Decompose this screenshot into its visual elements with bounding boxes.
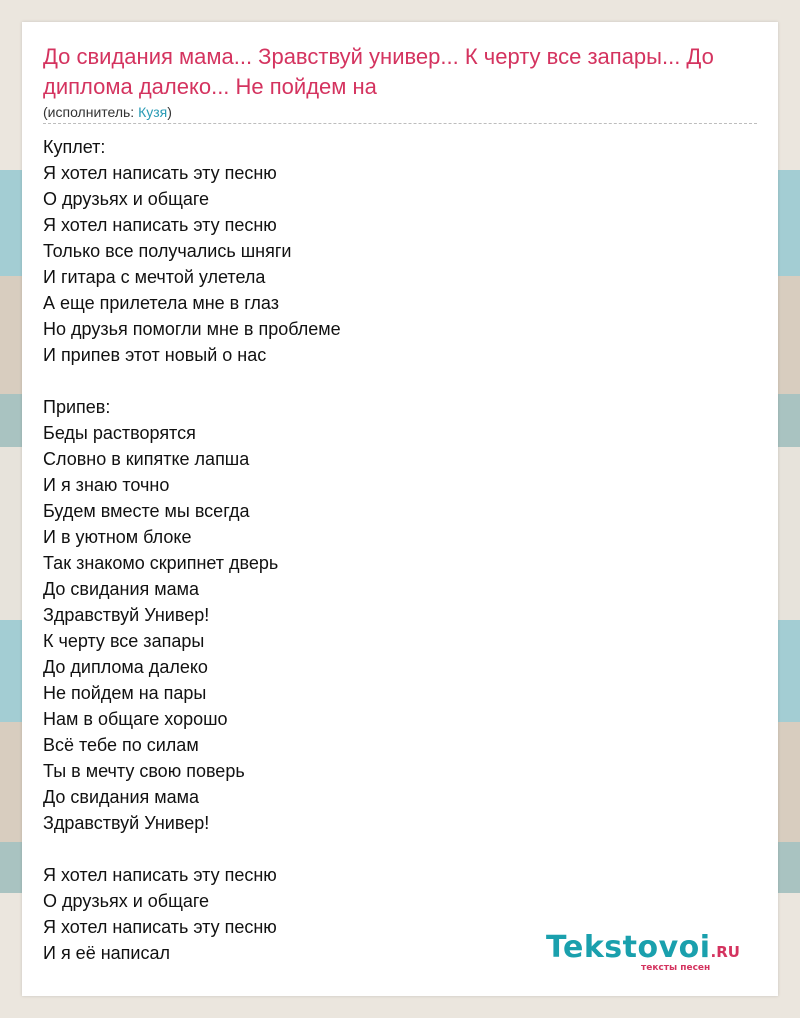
- artist-close: ): [167, 104, 172, 120]
- lyric-line: Так знакомо скрипнет дверь: [43, 553, 279, 573]
- blank-line: [43, 368, 743, 394]
- divider: [43, 123, 757, 124]
- lyric-line: Не пойдем на пары: [43, 683, 207, 703]
- lyric-line: Припев:: [43, 397, 111, 417]
- lyric-line: Я хотел написать эту песню: [43, 163, 277, 183]
- lyric-line: Я хотел написать эту песню: [43, 215, 277, 235]
- lyric-line: До диплома далеко: [43, 657, 208, 677]
- lyric-line: К черту все запары: [43, 631, 205, 651]
- logo-name: Tekstovoi: [546, 930, 711, 965]
- lyric-line: Я хотел написать эту песню: [43, 917, 277, 937]
- lyric-line: Но друзья помогли мне в проблеме: [43, 319, 341, 339]
- lyric-line: О друзьях и общаге: [43, 891, 210, 911]
- logo-tagline: тексты песен: [641, 963, 711, 973]
- lyric-line: И припев этот новый о нас: [43, 345, 267, 365]
- lyric-line: И в уютном блоке: [43, 527, 192, 547]
- lyric-line: Куплет:: [43, 137, 106, 157]
- song-title: До свидания мама... Зравствуй универ... К черту все запары... До диплома далеко... Не пойдем на: [43, 44, 714, 99]
- lyric-line: Только все получались шняги: [43, 241, 292, 261]
- lyric-line: Всё тебе по силам: [43, 735, 199, 755]
- logo-tld: .RU: [710, 943, 740, 961]
- lyric-line: А еще прилетела мне в глаз: [43, 293, 279, 313]
- blank-line: [43, 836, 743, 862]
- lyrics-card: [22, 22, 778, 996]
- lyric-line: Будем вместе мы всегда: [43, 501, 250, 521]
- site-logo[interactable]: [546, 930, 740, 973]
- artist-label: (исполнитель:: [43, 104, 139, 120]
- lyric-line: О друзьях и общаге: [43, 189, 210, 209]
- lyric-line: Я хотел написать эту песню: [43, 865, 277, 885]
- lyric-line: И я знаю точно: [43, 475, 170, 495]
- lyric-line: Здравствуй Универ!: [43, 605, 210, 625]
- lyric-line: До свидания мама: [43, 787, 200, 807]
- lyric-line: И я её написал: [43, 943, 170, 963]
- lyric-line: Здравствуй Универ!: [43, 813, 210, 833]
- artist-link[interactable]: Кузя: [138, 104, 168, 120]
- lyric-line: Нам в общаге хорошо: [43, 709, 228, 729]
- artist-line: [43, 103, 172, 121]
- lyric-line: До свидания мама: [43, 579, 200, 599]
- lyric-line: Словно в кипятке лапша: [43, 449, 250, 469]
- lyric-line: И гитара с мечтой улетела: [43, 267, 266, 287]
- lyric-line: Беды растворятся: [43, 423, 196, 443]
- lyric-line: Ты в мечту свою поверь: [43, 761, 245, 781]
- lyrics-text: [43, 134, 743, 966]
